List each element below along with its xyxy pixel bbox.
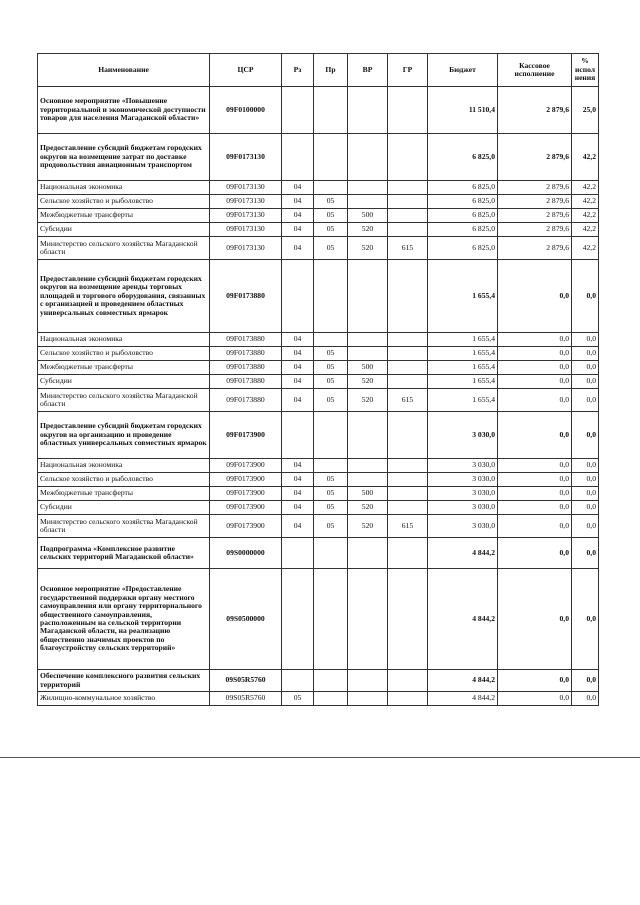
table-row — [38, 87, 599, 134]
cell-budget: 1 655,4 — [428, 333, 498, 347]
cell-name: Межбюджетные трансферты — [38, 361, 210, 375]
cell-vr — [348, 347, 388, 361]
cell-rz: 04 — [282, 473, 314, 487]
cell-gr — [388, 134, 428, 181]
cell-name: Сельское хозяйство и рыболовство — [38, 195, 210, 209]
cell-gr: 615 — [388, 515, 428, 538]
cell-cash-execution: 0,0 — [498, 501, 572, 515]
cell-budget: 11 510,4 — [428, 87, 498, 134]
cell-budget: 4 844,2 — [428, 670, 498, 692]
cell-vr — [348, 134, 388, 181]
cell-budget: 6 825,0 — [428, 134, 498, 181]
cell-gr — [388, 670, 428, 692]
cell-rz: 04 — [282, 223, 314, 237]
cell-percent-execution: 0,0 — [572, 501, 599, 515]
cell-rz: 04 — [282, 333, 314, 347]
cell-cash-execution: 2 879,6 — [498, 181, 572, 195]
cell-gr — [388, 501, 428, 515]
cell-vr: 520 — [348, 501, 388, 515]
cell-budget: 3 030,0 — [428, 459, 498, 473]
header-gr: ГР — [388, 54, 428, 87]
header-pr: Пр — [314, 54, 348, 87]
cell-rz: 04 — [282, 181, 314, 195]
cell-cash-execution: 0,0 — [498, 375, 572, 389]
cell-pr: 05 — [314, 237, 348, 260]
table-row — [38, 181, 599, 195]
cell-name: Обеспечение комплексного развития сельских территорий — [38, 670, 210, 692]
cell-budget: 3 030,0 — [428, 473, 498, 487]
cell-percent-execution: 42,2 — [572, 223, 599, 237]
cell-vr: 500 — [348, 209, 388, 223]
cell-percent-execution: 25,0 — [572, 87, 599, 134]
cell-pr: 05 — [314, 473, 348, 487]
header-csr: ЦСР — [210, 54, 282, 87]
cell-gr — [388, 692, 428, 706]
cell-pr — [314, 181, 348, 195]
cell-name: Национальная экономика — [38, 459, 210, 473]
cell-pr: 05 — [314, 209, 348, 223]
cell-vr: 520 — [348, 223, 388, 237]
page-divider-line — [0, 757, 640, 758]
cell-cash-execution: 0,0 — [498, 361, 572, 375]
cell-vr — [348, 195, 388, 209]
cell-percent-execution: 0,0 — [572, 692, 599, 706]
cell-percent-execution: 0,0 — [572, 412, 599, 459]
cell-csr: 09S05R5760 — [210, 692, 282, 706]
cell-gr — [388, 260, 428, 333]
cell-percent-execution: 0,0 — [572, 333, 599, 347]
cell-gr — [388, 538, 428, 569]
cell-budget: 6 825,0 — [428, 181, 498, 195]
cell-name: Субсидии — [38, 223, 210, 237]
cell-cash-execution: 2 879,6 — [498, 237, 572, 260]
cell-cash-execution: 0,0 — [498, 692, 572, 706]
cell-rz: 04 — [282, 375, 314, 389]
table-row — [38, 538, 599, 569]
cell-rz: 04 — [282, 487, 314, 501]
table-row — [38, 333, 599, 347]
cell-percent-execution: 42,2 — [572, 209, 599, 223]
cell-vr — [348, 473, 388, 487]
table-row — [38, 347, 599, 361]
cell-percent-execution: 0,0 — [572, 389, 599, 412]
cell-name: Министерство сельского хозяйства Магаданской области — [38, 389, 210, 412]
cell-rz: 04 — [282, 515, 314, 538]
table-header-row — [38, 54, 599, 87]
cell-name: Подпрограмма «Комплексное развитие сельских территорий Магаданской области» — [38, 538, 210, 569]
cell-gr — [388, 459, 428, 473]
header-budget: Бюджет — [428, 54, 498, 87]
cell-csr: 09F0173130 — [210, 237, 282, 260]
header-cash-execution: Кассовое исполнение — [498, 54, 572, 87]
cell-csr: 09F0173900 — [210, 515, 282, 538]
cell-percent-execution: 0,0 — [572, 473, 599, 487]
cell-csr: 09F0173130 — [210, 195, 282, 209]
cell-percent-execution: 42,2 — [572, 134, 599, 181]
cell-pr — [314, 412, 348, 459]
cell-gr — [388, 195, 428, 209]
table-row — [38, 459, 599, 473]
cell-pr — [314, 459, 348, 473]
table-row — [38, 515, 599, 538]
table-row — [38, 361, 599, 375]
cell-pr — [314, 134, 348, 181]
cell-gr — [388, 347, 428, 361]
cell-name: Сельское хозяйство и рыболовство — [38, 347, 210, 361]
cell-csr: 09F0173130 — [210, 223, 282, 237]
cell-gr — [388, 569, 428, 670]
cell-rz — [282, 134, 314, 181]
cell-percent-execution: 0,0 — [572, 459, 599, 473]
cell-cash-execution: 2 879,6 — [498, 223, 572, 237]
cell-vr — [348, 692, 388, 706]
cell-gr — [388, 412, 428, 459]
cell-percent-execution: 0,0 — [572, 375, 599, 389]
cell-budget: 6 825,0 — [428, 195, 498, 209]
header-vr: ВР — [348, 54, 388, 87]
cell-vr: 520 — [348, 389, 388, 412]
table-row — [38, 389, 599, 412]
cell-percent-execution: 42,2 — [572, 181, 599, 195]
cell-vr — [348, 538, 388, 569]
cell-budget: 3 030,0 — [428, 487, 498, 501]
cell-rz: 04 — [282, 501, 314, 515]
cell-pr — [314, 260, 348, 333]
cell-name: Сельское хозяйство и рыболовство — [38, 473, 210, 487]
cell-rz — [282, 538, 314, 569]
cell-name: Субсидии — [38, 501, 210, 515]
cell-gr — [388, 361, 428, 375]
cell-budget: 3 030,0 — [428, 515, 498, 538]
cell-cash-execution: 0,0 — [498, 260, 572, 333]
cell-cash-execution: 0,0 — [498, 412, 572, 459]
cell-csr: 09F0173900 — [210, 487, 282, 501]
cell-budget: 1 655,4 — [428, 260, 498, 333]
cell-cash-execution: 0,0 — [498, 487, 572, 501]
cell-budget: 1 655,4 — [428, 361, 498, 375]
cell-percent-execution: 42,2 — [572, 195, 599, 209]
cell-percent-execution: 0,0 — [572, 487, 599, 501]
table-row — [38, 223, 599, 237]
cell-rz: 04 — [282, 209, 314, 223]
cell-rz — [282, 87, 314, 134]
cell-cash-execution: 2 879,6 — [498, 195, 572, 209]
cell-pr — [314, 333, 348, 347]
cell-vr — [348, 569, 388, 670]
cell-pr — [314, 87, 348, 134]
cell-csr: 09F0173880 — [210, 347, 282, 361]
cell-vr: 500 — [348, 361, 388, 375]
cell-rz: 04 — [282, 389, 314, 412]
table-row — [38, 260, 599, 333]
cell-rz: 04 — [282, 195, 314, 209]
cell-budget: 6 825,0 — [428, 223, 498, 237]
cell-csr: 09F0173900 — [210, 473, 282, 487]
cell-vr — [348, 412, 388, 459]
cell-pr: 05 — [314, 501, 348, 515]
cell-percent-execution: 0,0 — [572, 569, 599, 670]
cell-budget: 1 655,4 — [428, 347, 498, 361]
cell-budget: 1 655,4 — [428, 389, 498, 412]
cell-csr: 09F0173900 — [210, 501, 282, 515]
table-row — [38, 134, 599, 181]
header-rz: Рз — [282, 54, 314, 87]
cell-pr — [314, 569, 348, 670]
cell-cash-execution: 0,0 — [498, 473, 572, 487]
cell-csr: 09F0173880 — [210, 375, 282, 389]
cell-cash-execution: 0,0 — [498, 459, 572, 473]
table-row — [38, 670, 599, 692]
cell-csr: 09F0173880 — [210, 361, 282, 375]
cell-budget: 4 844,2 — [428, 569, 498, 670]
cell-percent-execution: 0,0 — [572, 515, 599, 538]
cell-gr — [388, 487, 428, 501]
table-row — [38, 375, 599, 389]
cell-pr — [314, 538, 348, 569]
cell-percent-execution: 0,0 — [572, 347, 599, 361]
table-body — [38, 87, 599, 706]
cell-rz — [282, 412, 314, 459]
cell-vr: 520 — [348, 237, 388, 260]
cell-rz — [282, 569, 314, 670]
cell-cash-execution: 2 879,6 — [498, 209, 572, 223]
cell-csr: 09S05R5760 — [210, 670, 282, 692]
cell-csr: 09F0173130 — [210, 134, 282, 181]
cell-csr: 09F0173900 — [210, 459, 282, 473]
cell-gr — [388, 375, 428, 389]
cell-csr: 09F0173880 — [210, 333, 282, 347]
cell-csr: 09F0173900 — [210, 412, 282, 459]
cell-pr: 05 — [314, 487, 348, 501]
cell-pr: 05 — [314, 361, 348, 375]
cell-pr — [314, 692, 348, 706]
cell-budget: 6 825,0 — [428, 237, 498, 260]
table-row — [38, 501, 599, 515]
cell-gr: 615 — [388, 389, 428, 412]
cell-name: Министерство сельского хозяйства Магаданской области — [38, 515, 210, 538]
cell-percent-execution: 0,0 — [572, 361, 599, 375]
cell-csr: 09S0500000 — [210, 569, 282, 670]
cell-percent-execution: 42,2 — [572, 237, 599, 260]
cell-pr — [314, 670, 348, 692]
cell-gr — [388, 87, 428, 134]
cell-gr — [388, 209, 428, 223]
cell-name: Субсидии — [38, 375, 210, 389]
cell-percent-execution: 0,0 — [572, 538, 599, 569]
table-row — [38, 692, 599, 706]
cell-cash-execution: 0,0 — [498, 333, 572, 347]
cell-vr — [348, 670, 388, 692]
table-row — [38, 237, 599, 260]
cell-pr: 05 — [314, 515, 348, 538]
cell-cash-execution: 0,0 — [498, 347, 572, 361]
cell-gr: 615 — [388, 237, 428, 260]
table-row — [38, 412, 599, 459]
table-row — [38, 473, 599, 487]
cell-vr: 520 — [348, 375, 388, 389]
cell-rz: 04 — [282, 459, 314, 473]
cell-gr — [388, 223, 428, 237]
cell-cash-execution: 0,0 — [498, 389, 572, 412]
table-row — [38, 487, 599, 501]
cell-name: Национальная экономика — [38, 333, 210, 347]
cell-percent-execution: 0,0 — [572, 670, 599, 692]
table-row — [38, 209, 599, 223]
cell-gr — [388, 333, 428, 347]
cell-cash-execution: 0,0 — [498, 515, 572, 538]
cell-budget: 3 030,0 — [428, 501, 498, 515]
cell-vr — [348, 333, 388, 347]
cell-csr: 09S0000000 — [210, 538, 282, 569]
cell-pr: 05 — [314, 347, 348, 361]
cell-csr: 09F0173880 — [210, 260, 282, 333]
cell-name: Предоставление субсидий бюджетам городских округов на возмещение затрат по доставке продовольствия авиационным транспортом — [38, 134, 210, 181]
cell-budget: 6 825,0 — [428, 209, 498, 223]
cell-cash-execution: 2 879,6 — [498, 87, 572, 134]
cell-csr: 09F0100000 — [210, 87, 282, 134]
cell-pr: 05 — [314, 195, 348, 209]
table-row — [38, 195, 599, 209]
cell-rz: 04 — [282, 347, 314, 361]
cell-name: Предоставление субсидий бюджетам городских округов на организацию и проведение областных универсальных совместных ярмарок — [38, 412, 210, 459]
cell-cash-execution: 0,0 — [498, 670, 572, 692]
cell-rz: 04 — [282, 361, 314, 375]
cell-vr: 500 — [348, 487, 388, 501]
cell-rz: 04 — [282, 237, 314, 260]
cell-pr: 05 — [314, 223, 348, 237]
cell-vr — [348, 181, 388, 195]
cell-cash-execution: 2 879,6 — [498, 134, 572, 181]
header-percent-execution: % испол нения — [572, 54, 599, 87]
cell-vr: 520 — [348, 515, 388, 538]
cell-vr — [348, 87, 388, 134]
cell-budget: 4 844,2 — [428, 692, 498, 706]
cell-vr — [348, 459, 388, 473]
cell-rz — [282, 260, 314, 333]
cell-name: Жилищно-коммунальное хозяйство — [38, 692, 210, 706]
cell-pr: 05 — [314, 389, 348, 412]
cell-name: Министерство сельского хозяйства Магаданской области — [38, 237, 210, 260]
table-row — [38, 569, 599, 670]
header-name: Наименование — [38, 54, 210, 87]
cell-gr — [388, 181, 428, 195]
cell-csr: 09F0173130 — [210, 181, 282, 195]
cell-name: Межбюджетные трансферты — [38, 209, 210, 223]
cell-cash-execution: 0,0 — [498, 538, 572, 569]
cell-name: Предоставление субсидий бюджетам городских округов на возмещение аренды торговых площадей и торгового оборудования, связанных с организацией и проведением областных универсальных совместных ярмарок — [38, 260, 210, 333]
cell-csr: 09F0173880 — [210, 389, 282, 412]
cell-pr: 05 — [314, 375, 348, 389]
cell-csr: 09F0173130 — [210, 209, 282, 223]
cell-budget: 4 844,2 — [428, 538, 498, 569]
cell-rz: 05 — [282, 692, 314, 706]
cell-name: Межбюджетные трансферты — [38, 487, 210, 501]
budget-execution-table — [37, 53, 599, 706]
cell-name: Национальная экономика — [38, 181, 210, 195]
cell-gr — [388, 473, 428, 487]
cell-cash-execution: 0,0 — [498, 569, 572, 670]
cell-name: Основное мероприятие «Предоставление государственной поддержки органу местного самоуправления или органу территориального общественного самоуправления, расположенным на сельской территории Магаданской области, на реализацию общественно значимых проектов по благоустройству сельских территорий» — [38, 569, 210, 670]
cell-budget: 3 030,0 — [428, 412, 498, 459]
cell-name: Основное мероприятие «Повышение территориальной и экономической доступности товаров для населения Магаданской области» — [38, 87, 210, 134]
cell-percent-execution: 0,0 — [572, 260, 599, 333]
cell-rz — [282, 670, 314, 692]
cell-vr — [348, 260, 388, 333]
cell-budget: 1 655,4 — [428, 375, 498, 389]
